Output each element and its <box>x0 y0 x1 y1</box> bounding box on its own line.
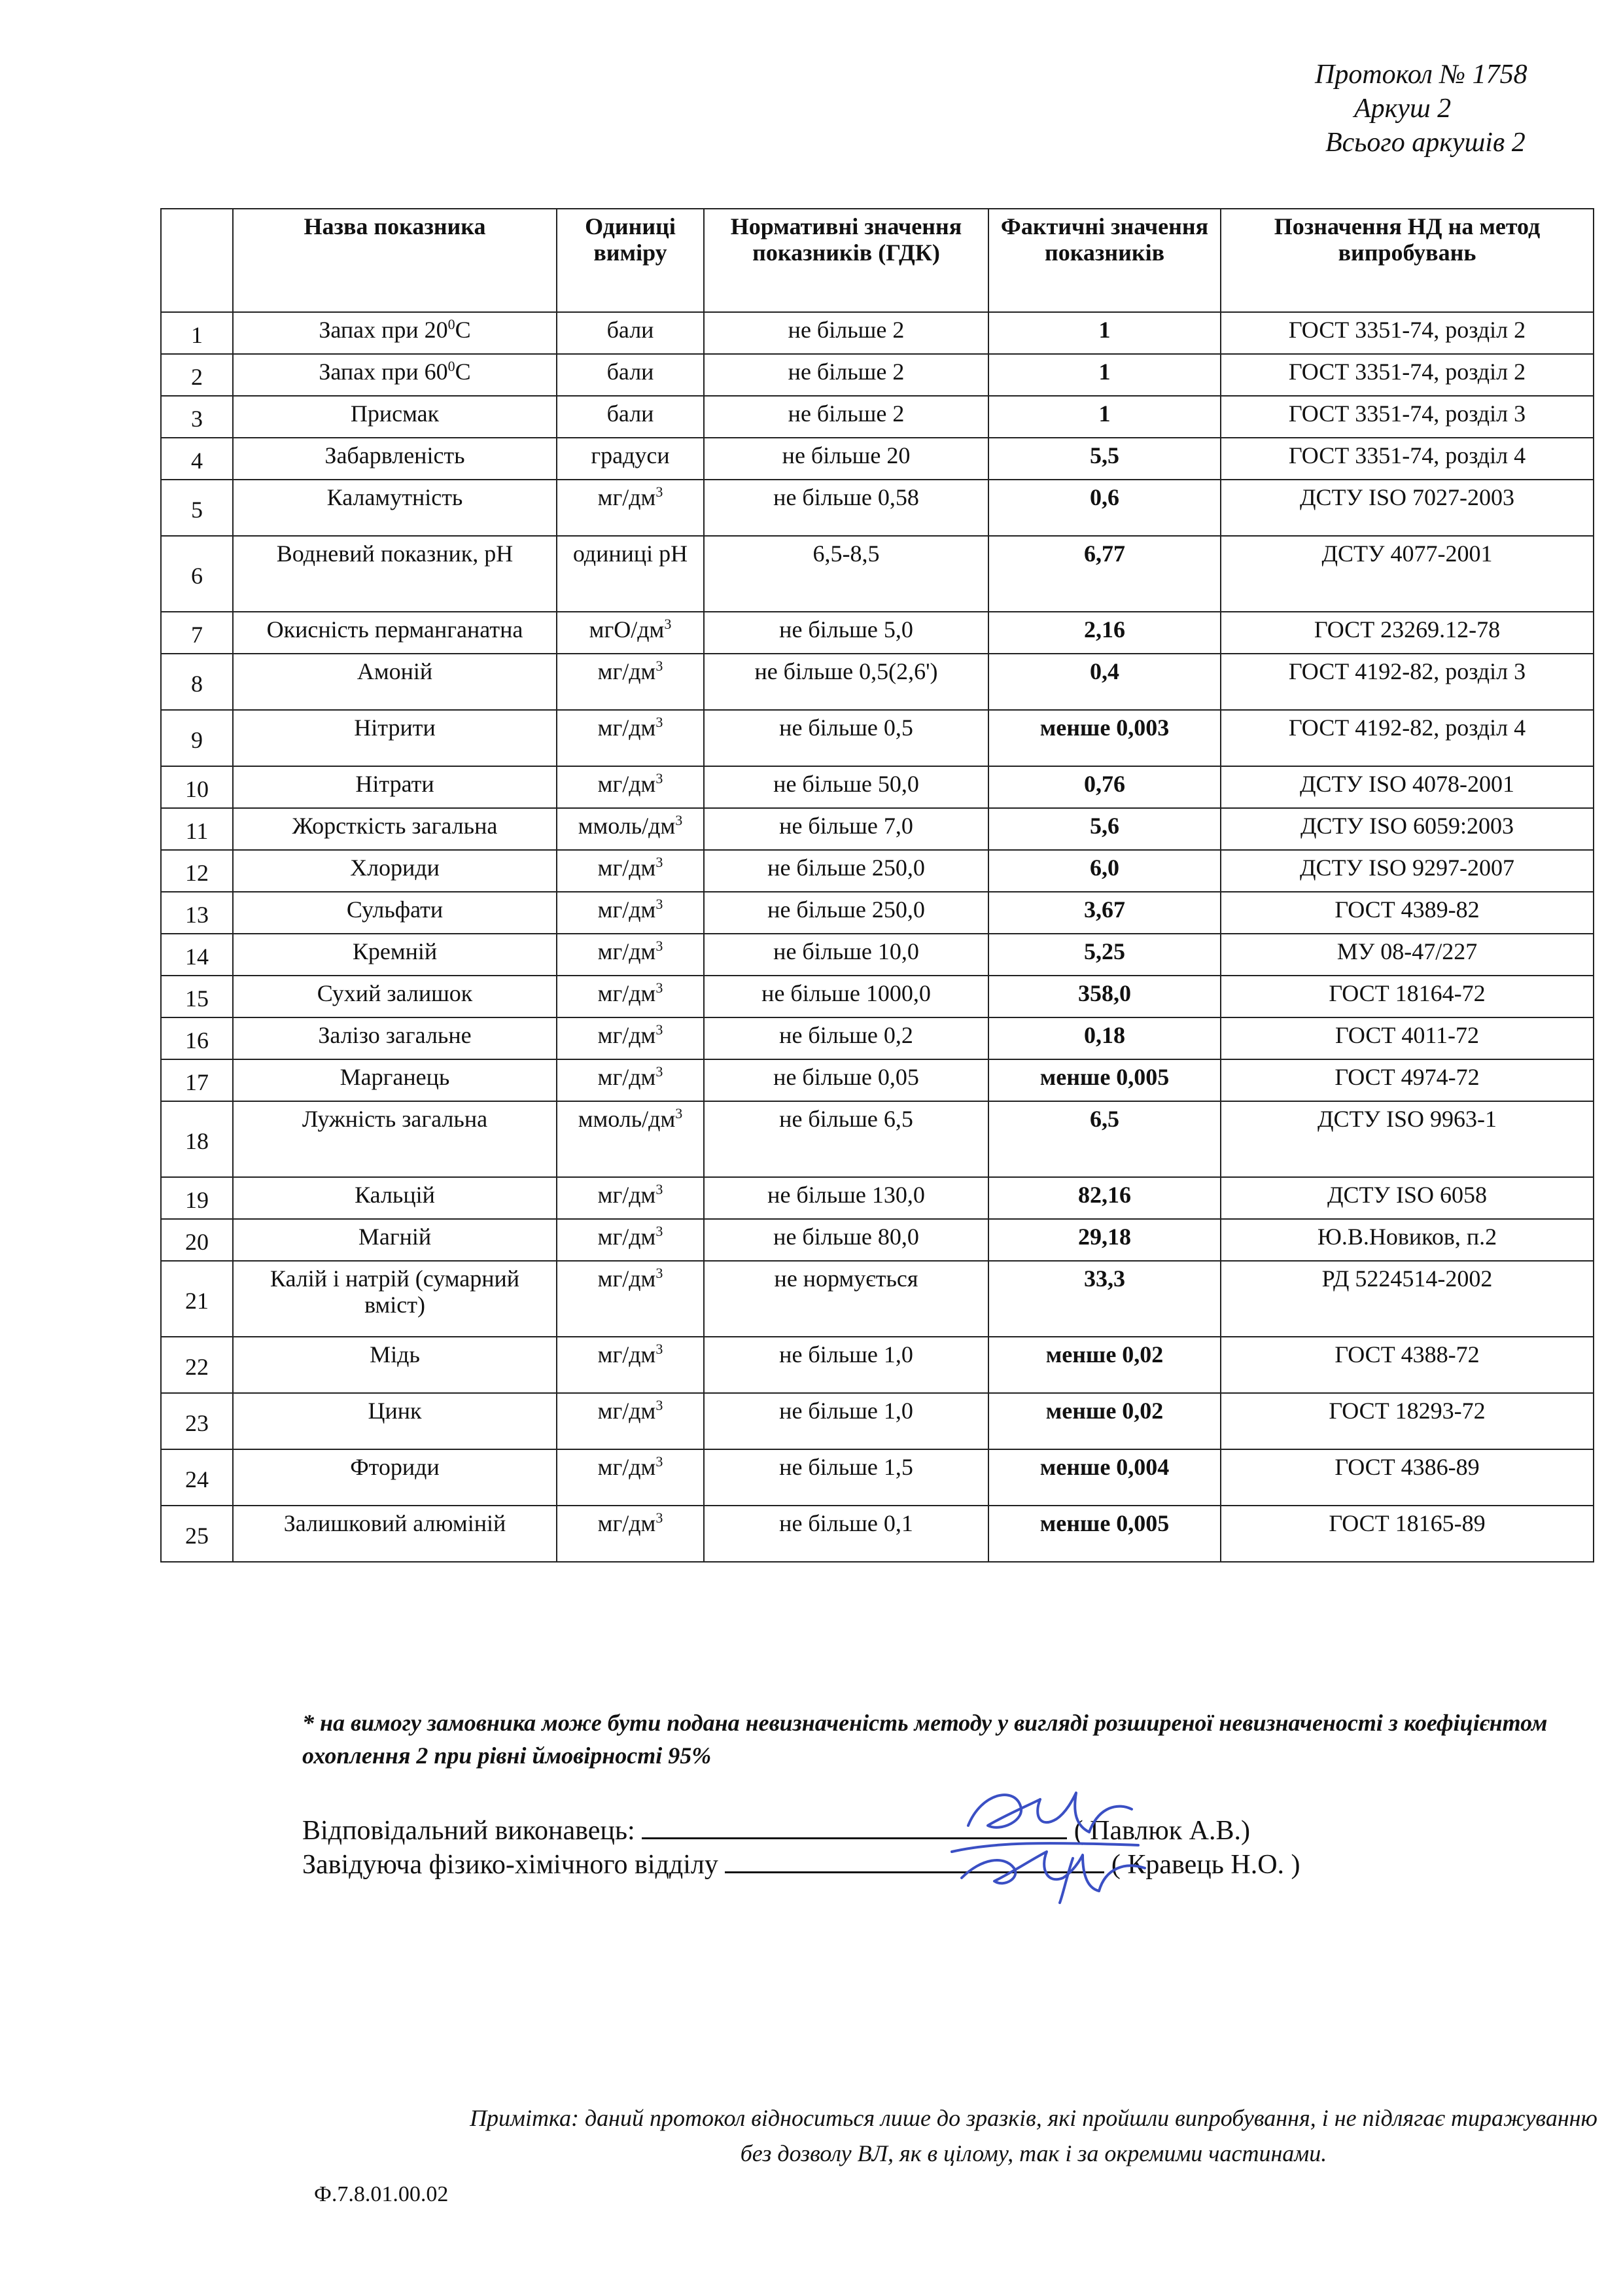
fact-value: 1 <box>988 396 1221 438</box>
executor-name: ( Павлюк А.В.) <box>1073 1816 1250 1846</box>
degree-superscript: 0 <box>447 358 455 374</box>
table-row <box>161 976 1594 1017</box>
header-units: Одиниці виміру <box>557 209 704 312</box>
method-reference: ГОСТ 18164-72 <box>1221 976 1594 1017</box>
table-row <box>161 654 1594 710</box>
unit-text: мг/дм <box>597 1182 656 1208</box>
table-body <box>161 312 1594 1562</box>
method-reference: ДСТУ ISO 9297-2007 <box>1221 850 1594 892</box>
indicator-name <box>233 1393 557 1449</box>
fact-value: 82,16 <box>988 1177 1221 1219</box>
form-code: Ф.7.8.01.00.02 <box>314 2182 449 2206</box>
norm-value: не більше 0,2 <box>704 1017 988 1059</box>
row-index: 21 <box>161 1261 233 1337</box>
unit-cell <box>557 312 704 354</box>
unit-cell <box>557 808 704 850</box>
indicator-name <box>233 850 557 892</box>
unit-cell <box>557 1177 704 1219</box>
indicator-name-text: Запах при 60 <box>319 359 448 385</box>
indicator-name <box>233 612 557 654</box>
table-row <box>161 1393 1594 1449</box>
head-label: Завідуюча фізико-хімічного відділу <box>302 1850 718 1880</box>
row-index: 14 <box>161 934 233 976</box>
indicator-name-text: Хлориди <box>350 855 440 881</box>
fact-value: 5,25 <box>988 934 1221 976</box>
row-index: 12 <box>161 850 233 892</box>
row-index: 10 <box>161 766 233 808</box>
method-reference: ГОСТ 3351-74, розділ 4 <box>1221 438 1594 480</box>
table-row <box>161 1219 1594 1261</box>
unit-superscript: 3 <box>655 854 663 870</box>
unit-superscript: 3 <box>655 1063 663 1080</box>
norm-value: не більше 2 <box>704 354 988 396</box>
unit-cell <box>557 1219 704 1261</box>
norm-value: не більше 20 <box>704 438 988 480</box>
indicator-name <box>233 1177 557 1219</box>
fact-value: 5,6 <box>988 808 1221 850</box>
header-name: Назва показника <box>233 209 557 312</box>
method-reference: ДСТУ ISO 7027-2003 <box>1221 480 1594 536</box>
unit-text: бали <box>606 359 654 385</box>
unit-superscript: 3 <box>655 1223 663 1239</box>
norm-value: не більше 50,0 <box>704 766 988 808</box>
unit-superscript: 3 <box>664 616 672 632</box>
table-row <box>161 934 1594 976</box>
unit-text: мг/дм <box>597 855 656 881</box>
norm-value: не більше 130,0 <box>704 1177 988 1219</box>
unit-text: мг/дм <box>597 1398 656 1424</box>
unit-superscript: 3 <box>675 1105 683 1122</box>
fact-value: менше 0,005 <box>988 1506 1221 1562</box>
indicator-name-text: Мідь <box>370 1341 420 1368</box>
table-row <box>161 1059 1594 1101</box>
handwritten-signature <box>942 1780 1151 1904</box>
fact-value: 5,5 <box>988 438 1221 480</box>
method-reference: ГОСТ 4389-82 <box>1221 892 1594 934</box>
indicator-name-text: Марганець <box>340 1064 450 1090</box>
unit-text: мг/дм <box>597 715 656 741</box>
table-row <box>161 1177 1594 1219</box>
header-fact: Фактичні значення показників <box>988 209 1221 312</box>
method-reference: ГОСТ 3351-74, розділ 2 <box>1221 354 1594 396</box>
unit-superscript: 3 <box>655 1510 663 1526</box>
protocol-header <box>1315 58 1577 160</box>
fact-value: менше 0,004 <box>988 1449 1221 1506</box>
unit-superscript: 3 <box>655 658 663 674</box>
method-reference: ГОСТ 18165-89 <box>1221 1506 1594 1562</box>
indicator-name-text: Фториди <box>350 1454 440 1480</box>
indicator-name <box>233 480 557 536</box>
indicator-name <box>233 976 557 1017</box>
table-row <box>161 480 1594 536</box>
unit-cell <box>557 612 704 654</box>
row-index: 17 <box>161 1059 233 1101</box>
indicator-name-text: Кальцій <box>355 1182 435 1208</box>
table-row <box>161 354 1594 396</box>
unit-superscript: 3 <box>655 1181 663 1197</box>
indicator-name <box>233 1449 557 1506</box>
row-index: 20 <box>161 1219 233 1261</box>
indicator-name-text: Присмак <box>350 400 440 427</box>
unit-cell <box>557 1017 704 1059</box>
indicator-name <box>233 934 557 976</box>
header-method: Позначення НД на метод випробувань <box>1221 209 1594 312</box>
unit-text: ммоль/дм <box>578 813 676 839</box>
norm-value: не нормується <box>704 1261 988 1337</box>
protocol-number: Протокол № 1758 <box>1315 60 1527 90</box>
row-index: 8 <box>161 654 233 710</box>
unit-cell <box>557 1506 704 1562</box>
norm-value: не більше 0,58 <box>704 480 988 536</box>
table-row <box>161 1261 1594 1337</box>
indicator-name-text: Забарвленість <box>324 442 465 468</box>
unit-cell <box>557 766 704 808</box>
indicator-name <box>233 1017 557 1059</box>
indicator-name-text: Водневий показник, рН <box>276 540 514 567</box>
indicator-name-text: Сульфати <box>346 896 444 923</box>
unit-text: мг/дм <box>597 896 656 923</box>
fact-value: 6,77 <box>988 536 1221 612</box>
unit-cell <box>557 1337 704 1393</box>
table-row <box>161 1506 1594 1562</box>
norm-value: не більше 7,0 <box>704 808 988 850</box>
header-norm: Нормативні значення показників (ГДК) <box>704 209 988 312</box>
row-index: 6 <box>161 536 233 612</box>
norm-value: не більше 1,5 <box>704 1449 988 1506</box>
norm-value: не більше 2 <box>704 312 988 354</box>
table-row <box>161 766 1594 808</box>
unit-text: мг/дм <box>597 1265 656 1292</box>
method-reference: ГОСТ 4192-82, розділ 3 <box>1221 654 1594 710</box>
table-row <box>161 312 1594 354</box>
protocol-note: Примітка: даний протокол відноситься лише до зразків, які пройшли випробування, і не підлягає тиражуванню без дозволу ВЛ, як в цілому, так і за окремими частинами. <box>470 2105 1597 2166</box>
method-reference: ГОСТ 23269.12-78 <box>1221 612 1594 654</box>
table-row <box>161 536 1594 612</box>
unit-text: градуси <box>591 442 670 468</box>
fact-value: 0,76 <box>988 766 1221 808</box>
unit-text: мг/дм <box>597 1022 656 1048</box>
fact-value: 1 <box>988 312 1221 354</box>
unit-superscript: 3 <box>655 938 663 954</box>
indicator-name <box>233 354 557 396</box>
unit-cell <box>557 396 704 438</box>
indicator-name <box>233 1337 557 1393</box>
indicator-name-text: Сухий залишок <box>317 980 473 1006</box>
norm-value: не більше 1000,0 <box>704 976 988 1017</box>
unit-cell <box>557 710 704 766</box>
indicator-name <box>233 654 557 710</box>
unit-cell <box>557 976 704 1017</box>
unit-cell <box>557 480 704 536</box>
fact-value: 2,16 <box>988 612 1221 654</box>
unit-cell <box>557 536 704 612</box>
unit-superscript: 3 <box>675 812 683 828</box>
unit-text: бали <box>606 400 654 427</box>
fact-value: 0,6 <box>988 480 1221 536</box>
results-table <box>160 208 1594 1563</box>
table-row <box>161 710 1594 766</box>
norm-value: не більше 2 <box>704 396 988 438</box>
method-reference: ГОСТ 4974-72 <box>1221 1059 1594 1101</box>
indicator-name <box>233 1219 557 1261</box>
row-index: 22 <box>161 1337 233 1393</box>
unit-text: ммоль/дм <box>578 1106 676 1132</box>
fact-value: 33,3 <box>988 1261 1221 1337</box>
indicator-name-text: Цинк <box>368 1398 422 1424</box>
row-index: 19 <box>161 1177 233 1219</box>
method-reference: ДСТУ ISO 6058 <box>1221 1177 1594 1219</box>
unit-cell <box>557 438 704 480</box>
row-index: 5 <box>161 480 233 536</box>
indicator-name-text: Залишковий алюміній <box>283 1510 506 1536</box>
row-index: 2 <box>161 354 233 396</box>
unit-cell <box>557 1449 704 1506</box>
indicator-name <box>233 808 557 850</box>
table-row <box>161 1337 1594 1393</box>
indicator-name <box>233 396 557 438</box>
fact-value: 6,0 <box>988 850 1221 892</box>
indicator-name-text: Магній <box>358 1224 432 1250</box>
table-row <box>161 892 1594 934</box>
indicator-name-text: Окисність перманганатна <box>266 616 523 643</box>
indicator-name-text: Амоній <box>357 658 433 684</box>
method-reference: ГОСТ 4011-72 <box>1221 1017 1594 1059</box>
table-header-row <box>161 209 1594 312</box>
indicator-name-text: Запах при 20 <box>319 317 448 343</box>
method-reference: ГОСТ 4192-82, розділ 4 <box>1221 710 1594 766</box>
fact-value: менше 0,005 <box>988 1059 1221 1101</box>
unit-cell <box>557 850 704 892</box>
unit-superscript: 3 <box>655 1397 663 1413</box>
indicator-name-text: Жорсткість загальна <box>292 813 498 839</box>
unit-text: мг/дм <box>597 1064 656 1090</box>
unit-cell <box>557 354 704 396</box>
row-index: 3 <box>161 396 233 438</box>
unit-superscript: 3 <box>655 980 663 996</box>
fact-value: 29,18 <box>988 1219 1221 1261</box>
row-index: 24 <box>161 1449 233 1506</box>
norm-value: не більше 1,0 <box>704 1337 988 1393</box>
fact-value: 3,67 <box>988 892 1221 934</box>
unit-superscript: 3 <box>655 1021 663 1038</box>
indicator-name <box>233 312 557 354</box>
method-reference: ДСТУ ISO 6059:2003 <box>1221 808 1594 850</box>
unit-text: мгО/дм <box>589 616 665 643</box>
unit-superscript: 3 <box>655 484 663 500</box>
norm-value: не більше 250,0 <box>704 850 988 892</box>
unit-cell <box>557 892 704 934</box>
indicator-name <box>233 536 557 612</box>
unit-text: мг/дм <box>597 1224 656 1250</box>
unit-text: мг/дм <box>597 658 656 684</box>
row-index: 16 <box>161 1017 233 1059</box>
method-reference: ДСТУ ISO 9963-1 <box>1221 1101 1594 1177</box>
norm-value: не більше 1,0 <box>704 1393 988 1449</box>
indicator-name <box>233 1261 557 1337</box>
indicator-name-text: Нітрити <box>354 715 436 741</box>
row-index: 9 <box>161 710 233 766</box>
table-row <box>161 1449 1594 1506</box>
unit-text: одиниці рН <box>572 540 688 567</box>
norm-value: не більше 5,0 <box>704 612 988 654</box>
row-index: 4 <box>161 438 233 480</box>
row-index: 23 <box>161 1393 233 1449</box>
indicator-name <box>233 1059 557 1101</box>
table-row <box>161 808 1594 850</box>
unit-superscript: 3 <box>655 714 663 730</box>
norm-value: не більше 80,0 <box>704 1219 988 1261</box>
method-reference: ГОСТ 18293-72 <box>1221 1393 1594 1449</box>
unit-text: мг/дм <box>597 980 656 1006</box>
norm-value: не більше 250,0 <box>704 892 988 934</box>
table-row <box>161 1017 1594 1059</box>
table-row <box>161 438 1594 480</box>
indicator-name <box>233 438 557 480</box>
unit-text: мг/дм <box>597 1510 656 1536</box>
temperature-unit: С <box>455 359 471 385</box>
method-reference: ДСТУ ISO 4078-2001 <box>1221 766 1594 808</box>
method-reference: МУ 08-47/227 <box>1221 934 1594 976</box>
fact-value: 0,18 <box>988 1017 1221 1059</box>
norm-value: не більше 10,0 <box>704 934 988 976</box>
head-name: ( Кравець Н.О. ) <box>1111 1850 1300 1880</box>
row-index: 7 <box>161 612 233 654</box>
row-index: 18 <box>161 1101 233 1177</box>
indicator-name-text: Калій і натрій (сумарний вміст) <box>270 1265 520 1318</box>
method-reference: ГОСТ 3351-74, розділ 2 <box>1221 312 1594 354</box>
indicator-name-text: Залізо загальне <box>318 1022 472 1048</box>
indicator-name-text: Каламутність <box>326 484 463 510</box>
norm-value: не більше 6,5 <box>704 1101 988 1177</box>
unit-text: мг/дм <box>597 1341 656 1368</box>
fact-value: менше 0,02 <box>988 1393 1221 1449</box>
indicator-name <box>233 892 557 934</box>
unit-text: мг/дм <box>597 1454 656 1480</box>
norm-value: не більше 0,5 <box>704 710 988 766</box>
unit-text: бали <box>606 317 654 343</box>
indicator-name <box>233 766 557 808</box>
unit-superscript: 3 <box>655 1265 663 1281</box>
fact-value: 358,0 <box>988 976 1221 1017</box>
sheet-number: Аркуш 2 <box>1354 94 1452 124</box>
unit-cell <box>557 1393 704 1449</box>
unit-superscript: 3 <box>655 1341 663 1357</box>
table-row <box>161 850 1594 892</box>
unit-text: мг/дм <box>597 938 656 964</box>
fact-value: 1 <box>988 354 1221 396</box>
fact-value: 0,4 <box>988 654 1221 710</box>
row-index: 13 <box>161 892 233 934</box>
table-row <box>161 396 1594 438</box>
fact-value: менше 0,02 <box>988 1337 1221 1393</box>
unit-text: мг/дм <box>597 771 656 797</box>
method-reference: Ю.В.Новиков, п.2 <box>1221 1219 1594 1261</box>
method-reference: ДСТУ 4077-2001 <box>1221 536 1594 612</box>
indicator-name <box>233 710 557 766</box>
fact-value: 6,5 <box>988 1101 1221 1177</box>
table-row <box>161 612 1594 654</box>
fact-value: менше 0,003 <box>988 710 1221 766</box>
method-reference: ГОСТ 3351-74, розділ 3 <box>1221 396 1594 438</box>
indicator-name-text: Нітрати <box>355 771 434 797</box>
unit-cell <box>557 1101 704 1177</box>
norm-value: не більше 0,05 <box>704 1059 988 1101</box>
row-index: 15 <box>161 976 233 1017</box>
unit-cell <box>557 934 704 976</box>
indicator-name-text: Кремній <box>352 938 438 964</box>
unit-superscript: 3 <box>655 770 663 786</box>
method-reference: ГОСТ 4388-72 <box>1221 1337 1594 1393</box>
table-row <box>161 1101 1594 1177</box>
unit-cell <box>557 1261 704 1337</box>
executor-label: Відповідальний виконавець: <box>302 1816 635 1846</box>
unit-superscript: 3 <box>655 1453 663 1470</box>
indicator-name-text: Лужність загальна <box>302 1106 488 1132</box>
unit-cell <box>557 1059 704 1101</box>
norm-value: не більше 0,5(2,6') <box>704 654 988 710</box>
method-reference: ГОСТ 4386-89 <box>1221 1449 1594 1506</box>
indicator-name <box>233 1506 557 1562</box>
degree-superscript: 0 <box>447 316 455 332</box>
footnote: * на вимогу замовника може бути подана невизначеність методу у вигляді розширеної невизначеності з коефіцієнтом охоплення 2 при рівні ймовірності 95% <box>302 1710 1548 1769</box>
row-index: 1 <box>161 312 233 354</box>
temperature-unit: С <box>455 317 471 343</box>
indicator-name <box>233 1101 557 1177</box>
row-index: 25 <box>161 1506 233 1562</box>
header-index <box>161 209 233 312</box>
unit-superscript: 3 <box>655 896 663 912</box>
row-index: 11 <box>161 808 233 850</box>
unit-text: мг/дм <box>597 484 656 510</box>
total-sheets: Всього аркушів 2 <box>1325 128 1526 158</box>
norm-value: 6,5-8,5 <box>704 536 988 612</box>
norm-value: не більше 0,1 <box>704 1506 988 1562</box>
method-reference: РД 5224514-2002 <box>1221 1261 1594 1337</box>
unit-cell <box>557 654 704 710</box>
